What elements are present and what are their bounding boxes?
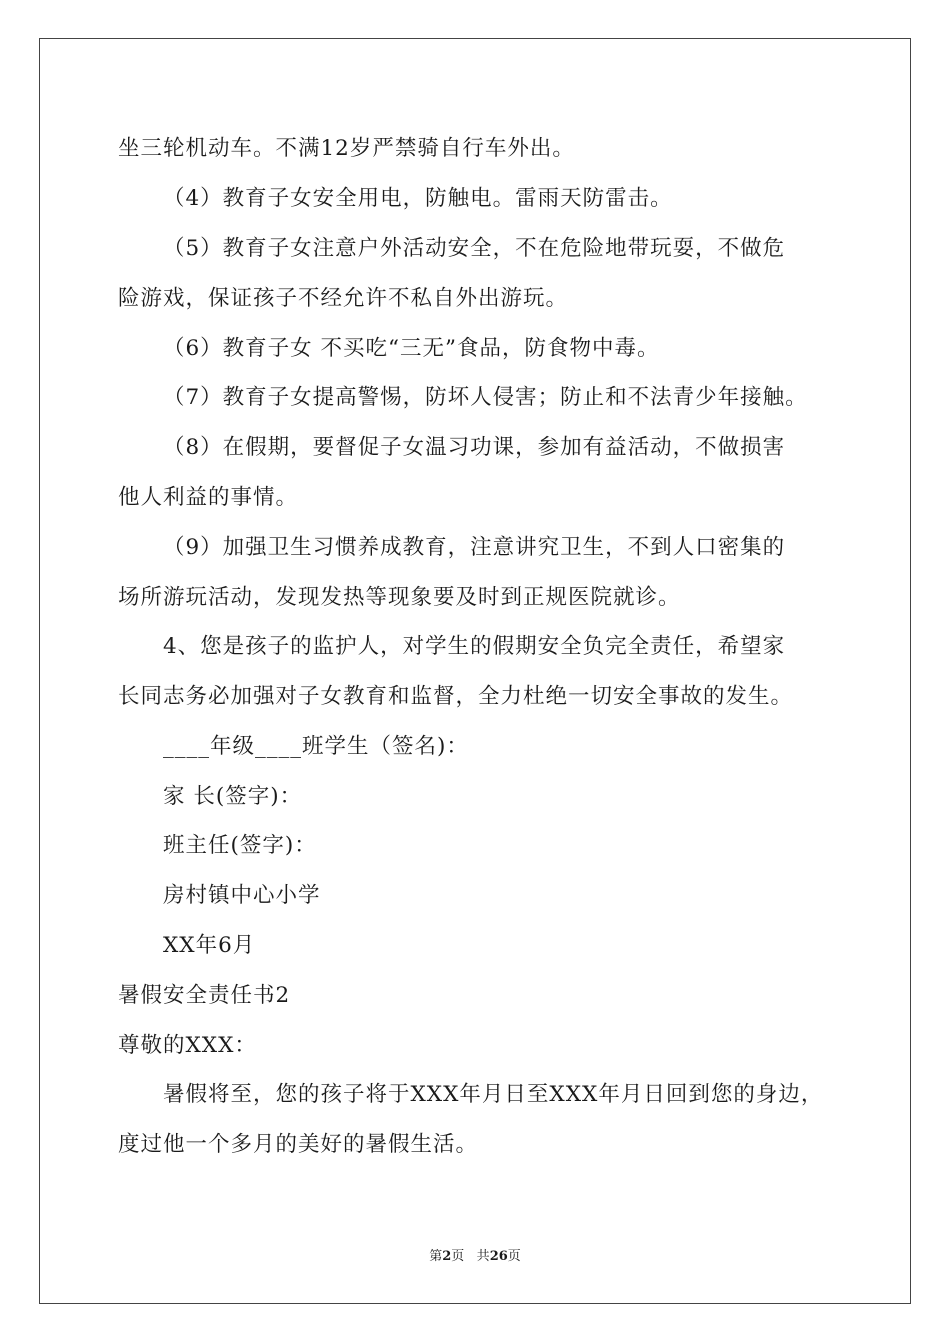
item-8-line-1: （8）在假期，要督促子女温习功课，参加有益活动，不做损害 (163, 435, 786, 460)
school-name: 房村镇中心小学 (163, 883, 321, 908)
item-9-line-2: 场所游玩活动，发现发热等现象要及时到正规医院就诊。 (118, 585, 681, 610)
date-line: XX年6月 (163, 933, 256, 958)
parent-signature-line: 家 长(签字)： (163, 784, 303, 809)
item-8-line-2: 他人利益的事情。 (118, 485, 299, 510)
point-4-line-1: 4、您是孩子的监护人，对学生的假期安全负完全责任，希望家 (163, 634, 786, 659)
footer-page-prefix: 第 (429, 1249, 443, 1264)
letter-line-1: 暑假将至，您的孩子将于XXX年月日至XXX年月日回到您的身边， (163, 1082, 824, 1107)
footer-total-prefix: 共 (476, 1249, 490, 1264)
page-footer (0, 1248, 950, 1266)
item-7-line: （7）教育子女提高警惕，防坏人侵害；防止和不法青少年接触。 (163, 385, 808, 410)
teacher-signature-line: 班主任(签字)： (163, 833, 317, 858)
item-9-line-1: （9）加强卫生习惯养成教育，注意讲究卫生，不到人口密集的 (163, 535, 786, 560)
footer-total-suffix: 页 (507, 1249, 521, 1264)
footer-page-number: 2 (442, 1249, 452, 1264)
point-4-line-2: 长同志务必加强对子女教育和监督，全力杜绝一切安全事故的发生。 (118, 684, 794, 709)
item-5-line-1: （5）教育子女注意户外活动安全，不在危险地带玩耍，不做危 (163, 236, 786, 261)
salutation: 尊敬的XXX： (118, 1033, 257, 1058)
item-5-line-2: 险游戏，保证孩子不经允许不私自外出游玩。 (118, 286, 569, 311)
item-6-line: （6）教育子女 不买吃“三无”食品，防食物中毒。 (163, 336, 660, 361)
letter-line-2: 度过他一个多月的美好的暑假生活。 (118, 1132, 479, 1157)
page-border (39, 38, 911, 1304)
footer-page-suffix: 页 (451, 1249, 465, 1264)
body-line-1: 坐三轮机动车。不满12岁严禁骑自行车外出。 (118, 136, 575, 161)
section-title: 暑假安全责任书2 (118, 983, 291, 1008)
footer-total-pages: 26 (489, 1249, 508, 1264)
student-signature-line: ____年级____班学生（签名)： (163, 734, 469, 759)
item-4-line: （4）教育子女安全用电，防触电。雷雨天防雷击。 (163, 186, 673, 211)
